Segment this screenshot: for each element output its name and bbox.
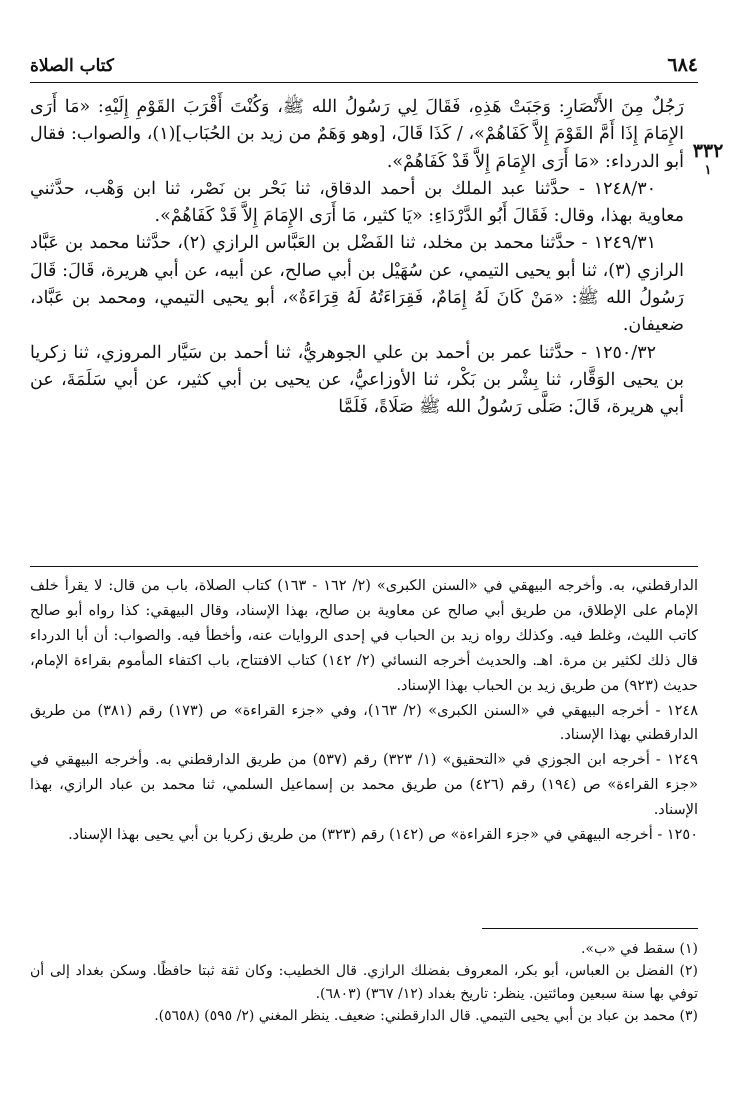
note-1248: ١٢٤٨ - أخرجه البيهقي في «السنن الكبرى» (٢/ ١٦٣)، وفي «جزء القراءة» ص (١٧٣) رقم (٣٨١) من طريق الدارقطني بهذا الإسناد. (30, 702, 699, 744)
page-number: ٦٨٤ (667, 54, 698, 76)
footnotes (30, 938, 698, 1028)
note-1249: ١٢٤٩ - أخرجه ابن الجوزي في «التحقيق» (١/ ٣٢٣) رقم (٥٣٧) من طريق الدارقطني به. وأخرجه البيهقي في «جزء القراءة» ص (١٩٤) رقم (٤٢٦) من طريق محمد بن إسماعيل السلمي، ثنا محمد بن عباد الرازي، بهذا الإسناد. (30, 752, 698, 819)
manuscript-page-sub-marker: ١ (704, 163, 712, 178)
hadith-1249: ١٢٤٩/٣١ - حدَّثنا محمد بن مخلد، ثنا الفَضْل بن العَبَّاس الرازي (٢)، حدَّثنا محمد بن عَبَّاد الرازي (٣)، ثنا أبو يحيى التيمي، عن سُهَيْل بن أبي صالح، عن أبيه، عن أبي هريرة، قَالَ: قَالَ رَسُولُ الله ﷺ: «مَنْ كَانَ لَهُ إِمَامٌ، فَقِرَاءَتُهُ لَهُ قِرَاءَةٌ»، أبو يحيى التيمي، ومحمد بن عَبَّاد، ضعيفان. (30, 233, 684, 336)
manuscript-page-marker: ٣٣٢ (692, 140, 724, 162)
note-continuation: الدارقطني، به. وأخرجه البيهقي في «السنن الكبرى» (٢/ ١٦٢ - ١٦٣) كتاب الصلاة، باب من قال: لا يقرأ خلف الإمام على الإطلاق، من طريق أبي صالح عن معاوية بن صالح، بهذا الإسناد، وقال البيهقي: كذا رواه أبو صالح كاتب الليث، وغلط فيه. وكذلك رواه زيد بن الحباب في إحدى الروايات عنه، وأخطأ فيه. والصواب: أن أبا الدرداء قال ذلك لكثير بن مرة. اهـ. والحديث أخرجه النسائي (٢/ ١٤٢) كتاب الافتتاح، باب اكتفاء المأموم بقراءة الإمام، حديث (٩٢٣) من طريق زيد بن الحباب بهذا الإسناد. (30, 578, 699, 694)
footnote-2: (٢) الفضل بن العباس، أبو بكر، المعروف بفضلك الرازي. قال الخطيب: وكان ثقة ثبتا حافظًا. وسكن بغداد إلى أن توفي بها سنة سبعين ومائتين. ينظر: تاريخ بغداد (١٢/ ٣٦٧) (٦٨٠٣). (30, 963, 698, 1002)
main-paragraph: رَجُلٌ مِنَ الأَنْصَارِ: وَجَبَتْ هَذِهِ، فَقَالَ لِي رَسُولُ الله ﷺ، وَكُنْتَ أَقْرَبَ القَوْمِ إِلَيْهِ: «مَا أَرَى الإِمَامَ إِذَا أَمَّ القَوْمَ إِلاَّ كَفَاهُمْ»، / كَذَا قَالَ، [وهو وَهَمٌ من زيد بن الحُبَاب](١)، والصواب: فقال أبو الدرداء: «مَا أَرَى الإِمَامَ إِلاَّ قَدْ كَفَاهُمْ». (30, 97, 684, 172)
hadith-1248: ١٢٤٨/٣٠ - حدَّثنا عبد الملك بن أحمد الدقاق، ثنا بَحْر بن نَصْر، ثنا ابن وَهْب، حدَّثني معاوية بهذا، وقال: فَقَالَ أَبُو الدَّرْدَاءِ: «يَا كثير، مَا أَرَى الإِمَامَ إِلاَّ قَدْ كَفَاهُمْ». (30, 178, 684, 227)
main-text (30, 94, 684, 422)
footnotes-divider (482, 928, 698, 929)
page-header (30, 52, 698, 83)
footnote-3: (٣) محمد بن عباد بن أبي يحيى التيمي. قال الدارقطني: ضعيف. ينظر المغني (٢/ ٥٩٥) (٥٦٥٨). (154, 1008, 698, 1025)
takhrij-notes (30, 574, 698, 848)
book-title: كتاب الصلاة (30, 56, 115, 76)
notes-divider (30, 566, 698, 567)
note-1250: ١٢٥٠ - أخرجه البيهقي في «جزء القراءة» ص (١٤٢) رقم (٣٢٣) من طريق زكريا بن أبي يحيى بهذا الإسناد. (68, 827, 698, 844)
hadith-1250: ١٢٥٠/٣٢ - حدَّثنا عمر بن أحمد بن علي الجوهريُّ، ثنا أحمد بن سَيَّار المروزي، ثنا زكريا بن يحيى الوَقَّار، ثنا بِشْر بن بَكْر، ثنا الأوزاعيُّ، عن يحيى بن أبي كثير، عن أبي سَلَمَةَ، عن أبي هريرة، قَالَ: صَلَّى رَسُولُ الله ﷺ صَلَاةً، فَلَمَّا (30, 342, 684, 418)
footnote-1: (١) سقط في «ب». (580, 941, 698, 957)
